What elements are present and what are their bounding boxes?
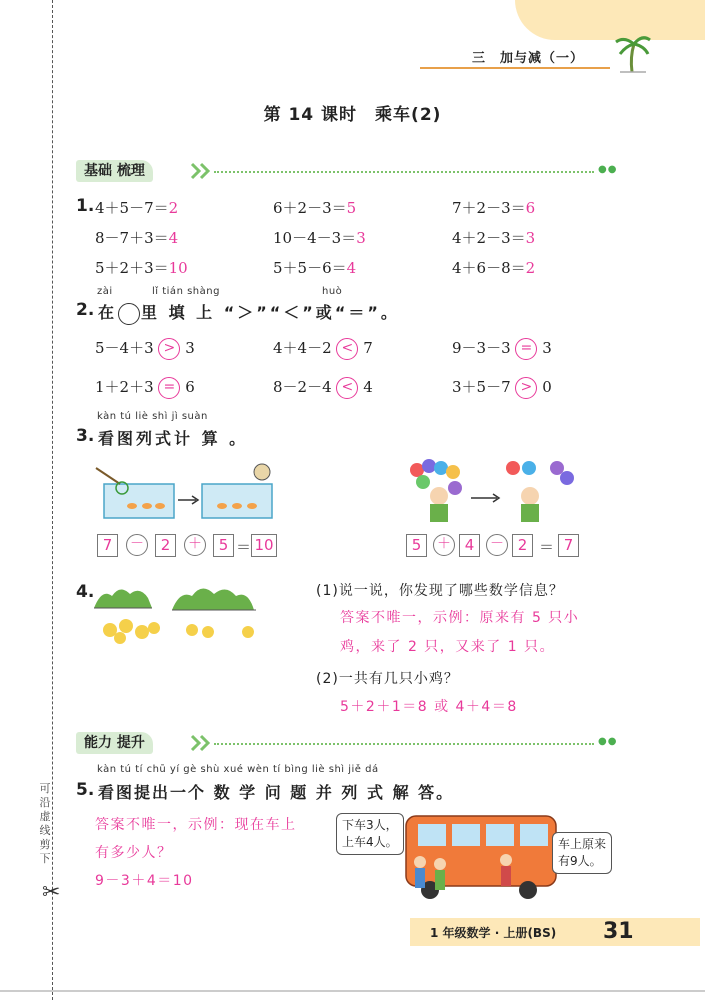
q4-part1-prompt: (1)说一说，你发现了哪些数学信息？ — [316, 583, 564, 599]
q5-answer-equation: 9－3＋4＝10 — [95, 873, 194, 889]
cut-hint: 可沿虚线剪下 — [39, 782, 51, 865]
pinyin: zài — [97, 286, 113, 297]
answer-box: 7 — [558, 534, 579, 557]
q1-item: 10－4－3＝3 — [273, 229, 366, 247]
question-number: 4. — [76, 582, 95, 602]
q2-item: 3＋5－7 > 0 — [452, 376, 552, 399]
chevron-right-icon — [190, 734, 214, 752]
answer-box: 7 — [97, 534, 118, 557]
answer-box: 4 — [459, 534, 480, 557]
blank-circle — [118, 303, 140, 325]
section-divider — [214, 171, 594, 173]
question-text: 在 里 填 上 “＞”“＜”或“＝”。 — [98, 300, 400, 325]
speech-bubble-right: 车上原来 有9人。 — [552, 832, 612, 874]
scissors-icon: ✂ — [42, 880, 61, 905]
question-text: 看图提出一个 数 学 问 题 并 列 式 解 答。 — [98, 783, 455, 802]
answer-box: 2 — [155, 534, 176, 557]
page-bottom-line — [0, 990, 705, 992]
pinyin: lǐ tián shàng — [152, 286, 220, 297]
q1-item: 6＋2－3＝5 — [273, 199, 357, 217]
section-basic-tag: 基础 梳理 — [76, 160, 153, 182]
page-title: 第 14 课时 乘车(2) — [263, 105, 442, 125]
page-number: 31 — [603, 919, 634, 944]
pinyin: huò — [322, 286, 343, 297]
q2-item: 9－3－3 = 3 — [452, 337, 552, 360]
fish-tank-illustration — [92, 462, 282, 522]
q1-item: 4＋6－8＝2 — [452, 259, 536, 277]
header-rule — [420, 67, 610, 69]
q1-item: 8－7＋3＝4 — [95, 229, 179, 247]
q4-part1-answer: 答案不唯一，示例：原来有 5 只小 — [340, 610, 580, 626]
section-divider — [214, 743, 594, 745]
q4-part2-prompt: (2)一共有几只小鸡？ — [316, 671, 459, 687]
pinyin: kàn tú liè shì jì suàn — [97, 411, 208, 422]
q1-item: 5＋2＋3＝10 — [95, 259, 188, 277]
answer-box: 5 — [406, 534, 427, 557]
bus-illustration — [400, 810, 560, 902]
q5-answer: 答案不唯一，示例：现在车上 — [95, 817, 297, 833]
equals-sign: ＝ — [236, 538, 252, 556]
q2-item: 8－2－4 < 4 — [273, 376, 373, 399]
answer-box: 10 — [251, 534, 277, 557]
q2-item: 4＋4－2 < 7 — [273, 337, 373, 360]
q2-item: 5－4＋3 > 3 — [95, 337, 195, 360]
section-ability-tag: 能力 提升 — [76, 732, 153, 754]
operator-circle: － — [486, 534, 508, 556]
operator-circle: ＋ — [433, 534, 455, 556]
header-decoration — [515, 0, 705, 40]
q1-item: 4＋5－7＝2 — [95, 199, 179, 217]
q1-item: 7＋2－3＝6 — [452, 199, 536, 217]
answer-box: 2 — [512, 534, 533, 557]
book-label: 1 年级数学 · 上册(BS) — [430, 926, 557, 940]
q2-item: 1＋2＋3 = 6 — [95, 376, 195, 399]
question-number: 2. — [76, 300, 95, 320]
cut-line — [52, 0, 53, 1000]
section-dots: ●● — [598, 164, 618, 175]
chapter-label: 三 加与减（一） — [472, 51, 585, 66]
q4-part1-answer: 鸡，来了 2 只，又来了 1 只。 — [340, 639, 556, 655]
operator-circle: ＋ — [184, 534, 206, 556]
speech-bubble-left: 下车3人， 上车4人。 — [336, 813, 404, 855]
chicks-illustration — [92, 578, 262, 648]
question-number: 1. — [76, 196, 95, 216]
question-number: 3. — [76, 426, 95, 446]
chevron-right-icon — [190, 162, 214, 180]
operator-circle: － — [126, 534, 148, 556]
q5-answer: 有多少人？ — [95, 845, 173, 861]
balloon-girl-illustration — [405, 458, 585, 524]
section-dots: ●● — [598, 736, 618, 747]
q1-item: 4＋2－3＝3 — [452, 229, 536, 247]
question-text: 看图列式计 算 。 — [98, 429, 249, 448]
q1-item: 5＋5－6＝4 — [273, 259, 357, 277]
answer-box: 5 — [213, 534, 234, 557]
question-number: 5. — [76, 780, 95, 800]
equals-sign: ＝ — [539, 538, 555, 556]
palm-tree-icon — [612, 32, 652, 74]
pinyin: kàn tú tí chū yí gè shù xué wèn tí bìng liè shì jiě dá — [97, 764, 379, 775]
q4-part2-answer: 5＋2＋1＝8 或 4＋4＝8 — [340, 699, 518, 715]
